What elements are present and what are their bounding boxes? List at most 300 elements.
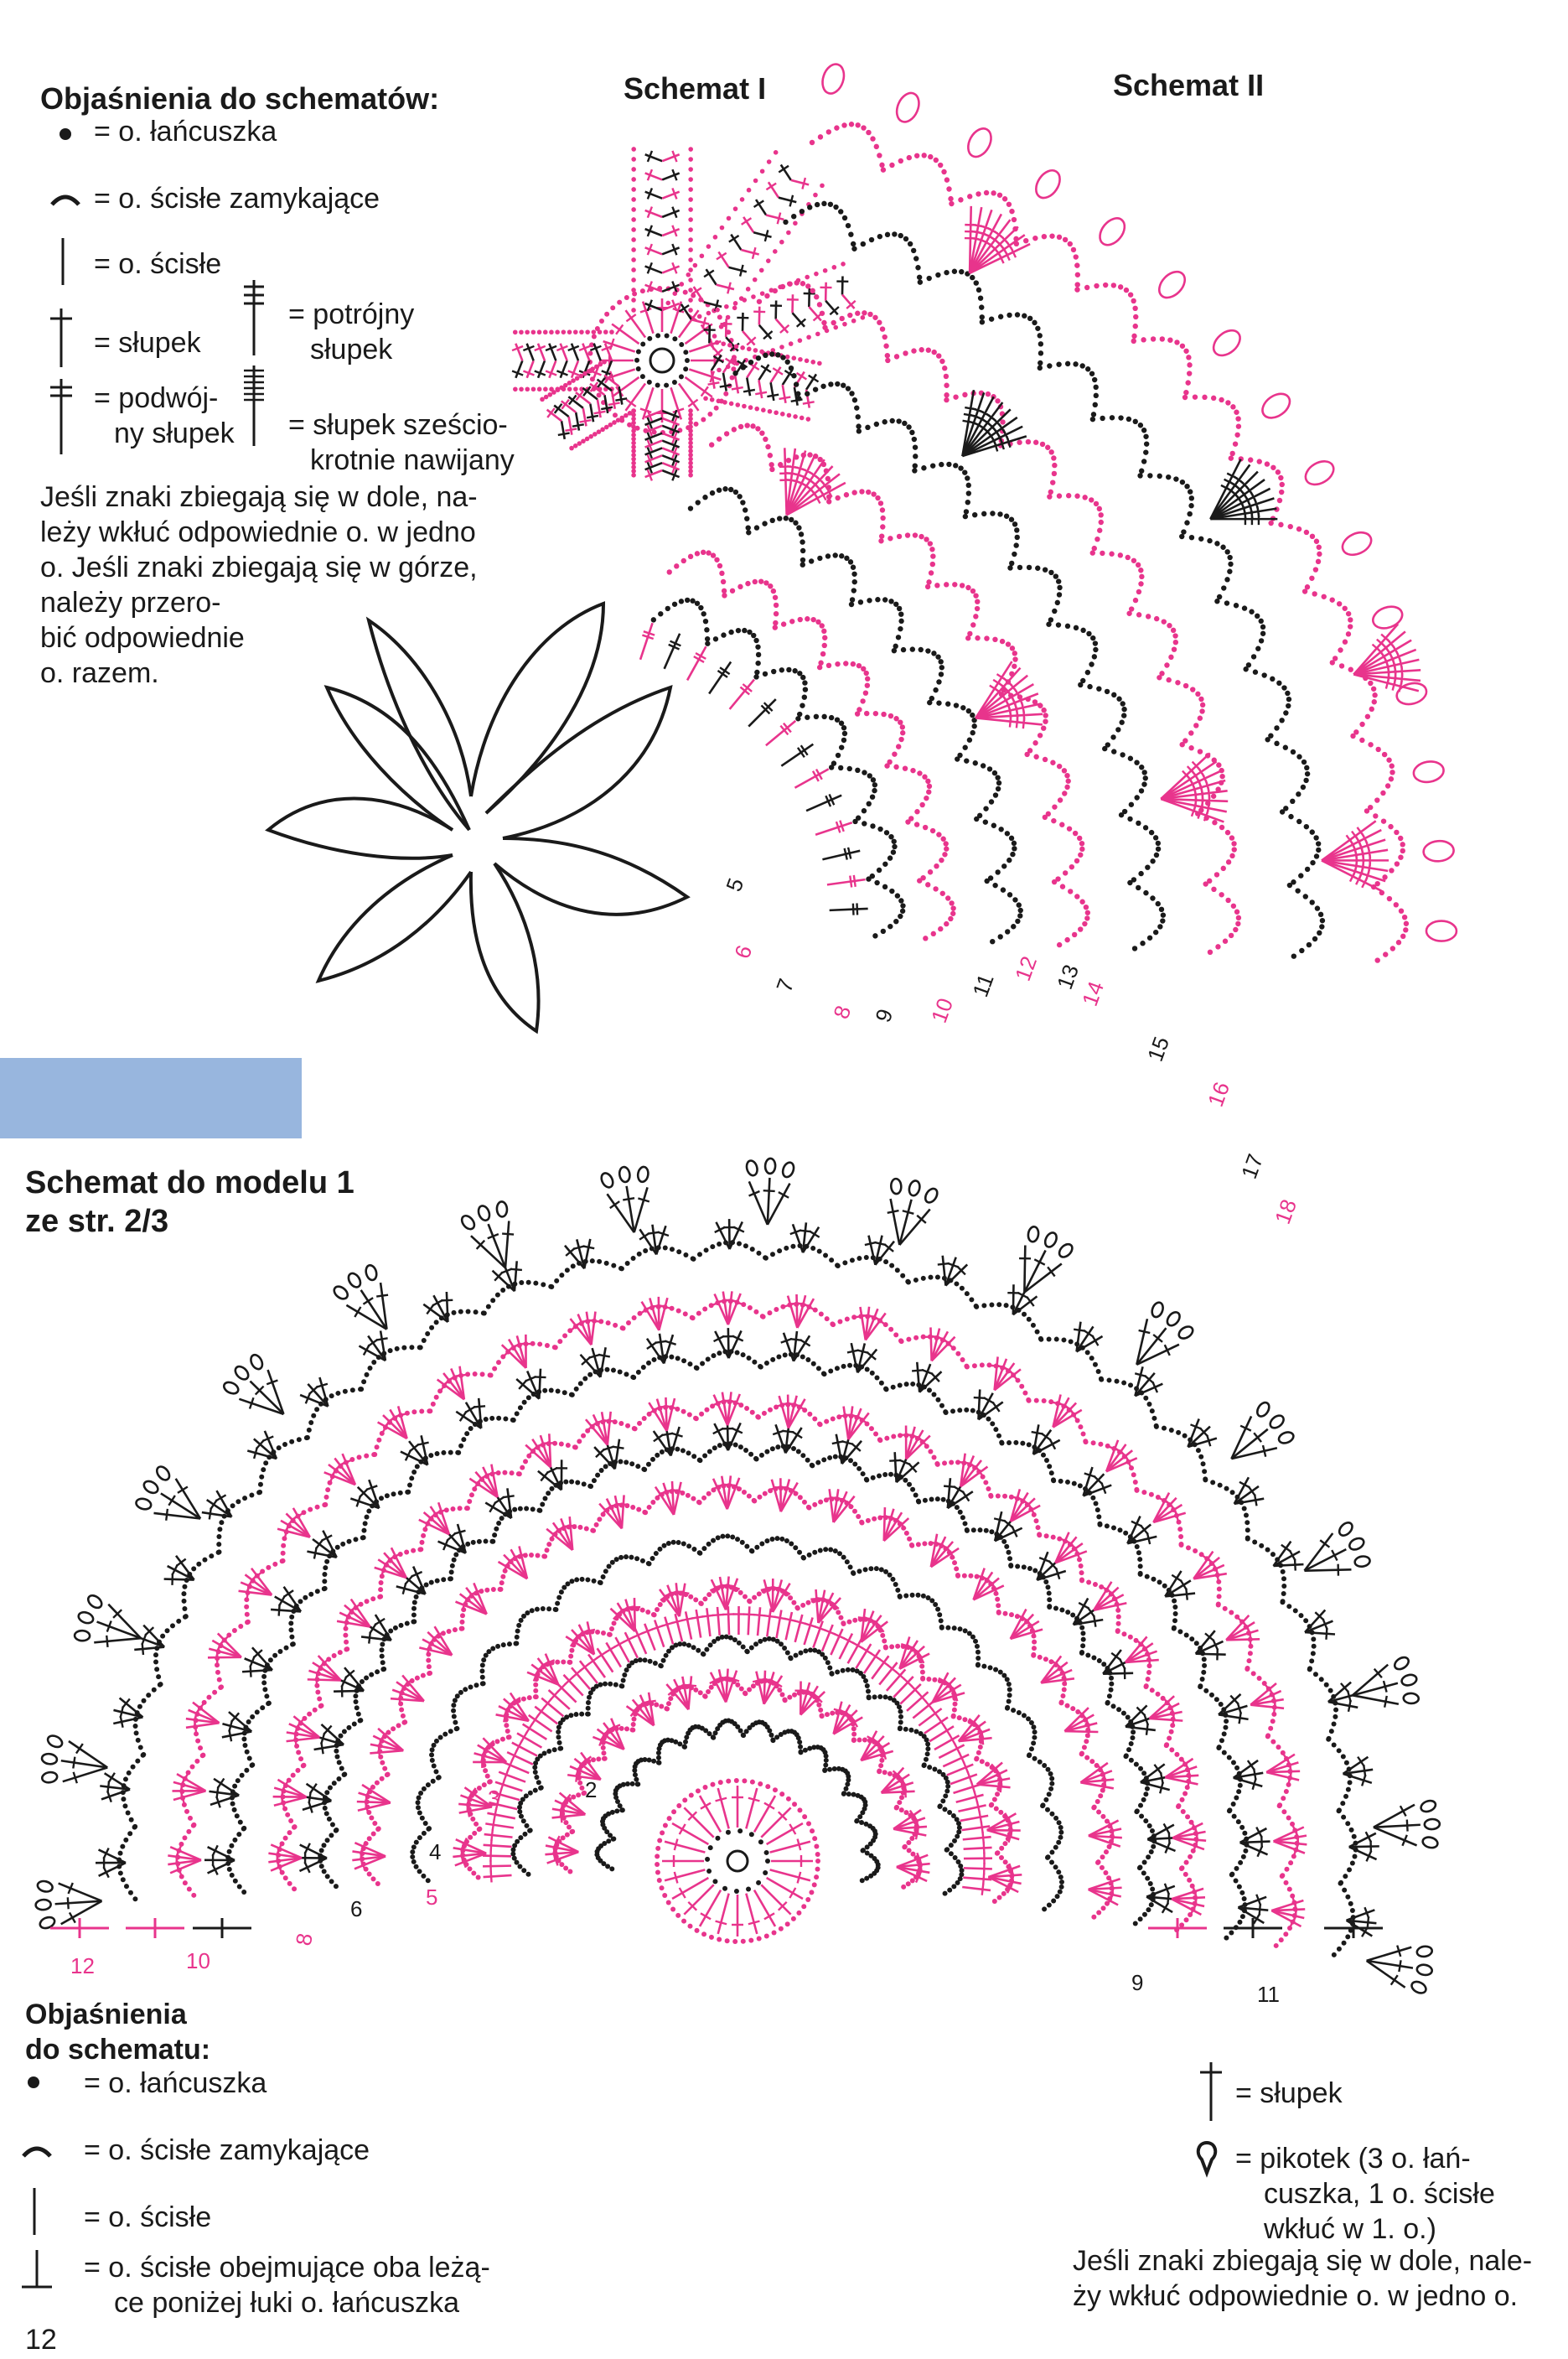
chain-dot [539,1786,544,1791]
chain-dot [940,837,945,842]
chain-dot [322,1869,327,1874]
chain-dot [815,1460,820,1465]
chain-dot [469,1492,474,1497]
chain-dot [338,1734,343,1739]
chain-dot [1296,526,1301,531]
chain-dot [1150,895,1155,900]
chain-dot [568,1654,573,1659]
stitch-post [781,744,813,766]
chain-dot [821,320,826,325]
chain-dot [950,905,955,910]
chain-dot [833,1454,838,1459]
chain-dot [908,241,913,246]
chain-dot [944,392,949,397]
stitch-post [718,1894,729,1934]
chain-dot [1211,887,1216,892]
chain-dot [820,651,825,656]
chain-dot [1012,656,1017,661]
chain-dot [965,635,970,640]
chain-dot [1317,931,1322,936]
chain-dot [770,518,775,523]
chain-dot [1007,1698,1012,1703]
chain-dot [938,659,943,664]
chain-dot [647,1561,652,1566]
chain-dot [884,830,889,835]
chain-dot [1230,404,1235,409]
chain-dot [1012,841,1017,846]
chain-dot [1053,1816,1058,1821]
chain-dot [581,1434,586,1439]
chain-dot [569,1648,574,1653]
chain-dot [849,122,854,127]
chain-dot [410,1854,415,1859]
chain-dot [928,869,933,874]
chain-dot [621,1678,626,1683]
chain-dot [1400,934,1405,939]
chain-dot [763,1491,768,1496]
chain-dot [702,1596,707,1601]
chain-dot [815,1852,820,1857]
chain-dot [1074,494,1079,499]
chain-dot [1261,672,1266,677]
chain-dot [380,1660,386,1665]
chain-dot [979,304,984,309]
chain-dot [928,154,933,159]
chain-dot [797,1550,802,1555]
chain-dot [980,1759,985,1764]
chain-dot [1231,904,1236,909]
chain-dot [864,711,869,716]
chain-dot [1085,1653,1090,1658]
chain-dot [1314,853,1319,858]
chain-dot [945,1780,950,1785]
chain-dot [494,1739,499,1744]
chain-dot [399,1708,404,1713]
chain-dot [1215,944,1220,949]
chain-dot [1136,589,1141,594]
chain-dot [952,1708,957,1713]
chain-dot [949,1843,954,1848]
chain-dot [937,1804,942,1809]
chain-dot [903,1478,908,1483]
chain-dot [520,1465,525,1470]
chain-dot [1365,714,1370,719]
center-stitch [716,1788,729,1828]
chain-dot [1007,892,1012,897]
chain-dot [573,386,578,391]
chain-dot [426,1658,431,1663]
chain-dot [597,1516,602,1522]
chain-dot [848,559,853,564]
stitch-post [756,1672,763,1704]
chain-dot [569,1579,574,1584]
chain-dot [430,1758,435,1763]
chain-dot [866,876,871,881]
chain-dot [865,682,870,687]
chain-dot [1143,1818,1148,1823]
chain-dot [708,1845,713,1850]
chain-dot [325,1838,330,1843]
chain-dot [1303,894,1308,899]
fan-stitch [832,1434,844,1464]
chain-dot [787,1695,792,1700]
chain-dot [944,177,950,182]
chain-dot [1216,762,1221,767]
chain-dot [1276,681,1281,686]
chain-dot [1288,814,1293,819]
chain-dot [1012,846,1017,851]
chain-dot [1156,847,1161,852]
chain-dot [957,1715,962,1720]
chain-dot [798,617,803,622]
petal-stitch [556,344,567,360]
chain-dot [1032,1756,1038,1761]
chain-dot [755,661,760,666]
chain-dot [880,1633,885,1638]
chain-dot [877,1769,882,1774]
chain-dot [745,1649,750,1654]
chain-dot [908,1728,913,1733]
chain-dot [432,1743,437,1748]
chain-dot [681,1919,686,1924]
chain-dot [1024,752,1029,757]
chain-dot [690,599,695,604]
chain-dot [920,1677,925,1682]
chain-dot [507,1641,512,1646]
stitch-bar [613,1447,624,1449]
fan-stitch [375,1615,391,1641]
chain-dot [405,1620,410,1625]
chain-dot [1009,836,1014,841]
chain-dot [1309,576,1314,581]
chain-dot [655,1607,660,1612]
chain-dot [1032,740,1038,745]
chain-dot [944,1848,950,1853]
chain-dot [1190,687,1195,692]
chain-dot [775,352,780,357]
chain-dot [805,1458,810,1463]
chain-dot [666,1701,671,1706]
chain-dot [325,1874,330,1879]
chain-dot [701,1496,706,1501]
chain-dot [498,1587,503,1592]
chain-dot [1304,824,1309,829]
row-number-label: 9 [870,1005,898,1026]
chain-dot [500,1737,505,1742]
chain-dot [926,347,931,352]
chain-dot [784,516,789,521]
chain-dot [691,1645,696,1650]
chain-dot [1093,385,1098,390]
chain-dot [874,1566,879,1571]
chain-dot [404,1549,409,1554]
chain-dot [964,758,969,763]
chain-dot [1234,910,1239,915]
chain-dot [872,1694,877,1699]
chain-dot [1110,1703,1115,1708]
chain-dot [712,1445,717,1450]
chain-dot [1015,919,1020,924]
bud-loop [1154,267,1189,303]
chain-dot [996,786,1001,791]
chain-dot [681,1641,686,1646]
chain-dot [1260,631,1265,636]
chain-dot [1007,1682,1012,1687]
chain-dot [992,770,997,775]
chain-dot [815,1867,820,1872]
chain-dot [536,1780,541,1785]
chain-dot [380,1642,385,1647]
chain-dot [974,280,979,285]
stitch-post [827,879,866,884]
chain-dot [650,1556,655,1561]
chain-dot [1172,646,1177,651]
chain-dot [1067,826,1072,831]
chain-dot [1172,633,1177,638]
chain-dot [571,1795,576,1800]
chain-dot [823,1762,828,1767]
chain-dot [970,1635,975,1640]
chain-dot [717,1443,722,1448]
chain-dot [1074,254,1079,259]
chain-dot [1144,441,1149,446]
chain-dot [1012,651,1017,656]
chain-dot [1062,1688,1067,1693]
chain-dot [611,1837,616,1842]
chain-dot [705,636,710,641]
chain-dot [1048,490,1053,495]
chain-dot [1051,1898,1056,1903]
chain-dot [515,1629,520,1634]
chain-dot [913,1492,919,1497]
chain-dot [537,1508,542,1513]
stitch-post [569,417,572,435]
chain-dot [1079,841,1084,846]
chain-dot [864,1477,869,1482]
chain-dot [367,1872,372,1877]
slip-stitch-icon [49,191,82,208]
chain-dot [694,1416,699,1421]
chain-dot [1038,333,1043,338]
chain-dot [434,1739,439,1744]
model-title-1: Schemat do modelu 1 [25,1165,354,1200]
chain-dot [1074,894,1079,899]
chain-dot [926,579,931,584]
chain-dot [549,329,554,334]
chain-dot [814,714,819,719]
chain-dot [882,1639,887,1644]
stitch-bar [310,1784,317,1794]
chain-dot [1167,623,1172,628]
petal-stitch [546,344,556,360]
chain-dot [624,1459,629,1465]
chain-dot [1233,441,1238,446]
chain-dot [1278,522,1283,527]
chain-dot [693,1688,698,1693]
chain-dot [638,1657,643,1662]
chain-dot [411,1844,417,1849]
chain-dot [1303,778,1308,783]
chain-dot [1166,474,1171,480]
chain-dot [283,1875,288,1880]
chain-dot [907,1537,912,1542]
bud-loop [819,61,847,96]
stitch-bar [1023,717,1024,728]
chain-dot [531,329,536,334]
chain-dot [805,391,810,397]
chain-dot [878,538,883,543]
chain-dot [1058,1835,1063,1840]
chain-dot [1013,542,1018,547]
chain-dot [1047,1791,1052,1796]
chain-dot [1150,858,1155,863]
chain-dot [1043,713,1048,718]
fan-stitch [987,1830,1019,1843]
chain-dot [1229,451,1234,456]
chain-dot [1015,312,1020,317]
chain-dot [411,1859,417,1864]
chain-dot [1198,749,1203,754]
chain-dot [877,234,882,239]
chain-dot [861,666,866,671]
chain-dot [545,1548,550,1553]
chain-dot [798,1651,803,1656]
chain-dot [1346,631,1351,636]
chain-dot [591,1757,596,1762]
chain-dot [820,1714,825,1719]
chain-dot [923,825,928,830]
chain-dot [1064,785,1069,790]
chain-dot [488,1779,493,1784]
chain-dot [1280,482,1285,487]
stitch-bar [856,903,857,915]
stitch-post [718,1788,729,1828]
chain-dot [1255,614,1260,619]
chain-dot [287,1830,292,1835]
chain-dot [676,1803,681,1808]
chain-dot [688,554,693,559]
chain-dot [1402,915,1407,920]
chain-dot [1279,718,1284,723]
chain-dot [1141,337,1146,342]
chain-dot [872,933,877,938]
chain-dot [380,1776,385,1781]
chain-dot [958,1626,963,1631]
chain-dot [1094,501,1099,506]
schemat1-title: Schemat I [624,71,767,106]
chain-dot [1137,473,1142,478]
chain-dot [880,326,885,331]
chain-dot [896,744,901,749]
chain-dot [1058,1890,1063,1895]
chain-dot [1082,495,1087,500]
chain-dot [1047,1903,1052,1908]
chain-dot [319,1848,324,1853]
chain-dot [983,819,988,824]
chain-dot [913,532,918,537]
chain-dot [524,1823,529,1828]
chain-dot [291,1773,296,1778]
chain-dot [1211,794,1216,799]
chain-dot [1149,1849,1154,1854]
chain-dot [783,220,788,225]
stitch-bar [375,1619,385,1625]
chain-dot [1118,284,1123,289]
chain-dot [1041,708,1046,713]
chain-dot [907,155,912,160]
chain-dot [885,353,890,358]
chain-dot [1133,324,1138,329]
chain-dot [370,1596,375,1601]
chain-dot [453,1627,458,1632]
chain-dot [936,679,941,684]
chain-dot [329,1879,334,1884]
chain-dot [849,602,854,607]
chain-dot [643,1657,648,1662]
chain-dot [530,1506,536,1511]
chain-dot [867,1695,872,1700]
chain-dot [455,1693,460,1698]
chain-dot [1193,723,1198,728]
chain-dot [624,1726,629,1731]
chain-dot [800,1453,805,1458]
chain-dot [984,879,989,884]
chain-dot [946,186,951,191]
stitch-bar [1393,679,1395,691]
chain-dot [817,556,822,561]
chain-dot [414,1864,419,1869]
chain-dot [1143,825,1148,830]
chain-dot [1119,812,1124,817]
chain-dot [862,770,867,775]
chain-dot [882,1770,887,1775]
chain-dot [564,1714,569,1719]
chain-dot [1330,597,1335,602]
chain-dot [844,492,849,497]
chain-dot [702,495,707,500]
chain-dot [1139,469,1144,474]
chain-dot [910,646,915,651]
chain-dot [676,1540,681,1545]
center-stitch [665,1839,705,1853]
chain-dot [991,823,996,828]
chain-dot [1007,202,1012,207]
chain-dot [695,601,700,606]
chain-dot [1100,1865,1105,1870]
chain-dot [900,730,905,735]
chain-dot [851,1792,856,1797]
chain-dot [773,620,778,625]
chain-dot [975,1650,981,1655]
chain-dot [637,1421,642,1426]
chain-dot [905,819,910,824]
chain-dot [620,1807,625,1812]
chain-dot [329,1833,334,1838]
chain-dot [1208,950,1213,955]
chain-dot [631,1717,636,1722]
chain-dot [567,1660,572,1665]
chain-dot [887,924,893,929]
chain-dot [835,661,840,666]
chain-dot [465,1506,470,1511]
chain-dot [1387,896,1392,901]
chain-dot [717,563,722,568]
chain-dot [1161,912,1166,917]
center-ring [727,1851,748,1871]
chain-dot [717,436,722,441]
chain-dot [721,632,726,637]
chain-dot [805,715,810,720]
